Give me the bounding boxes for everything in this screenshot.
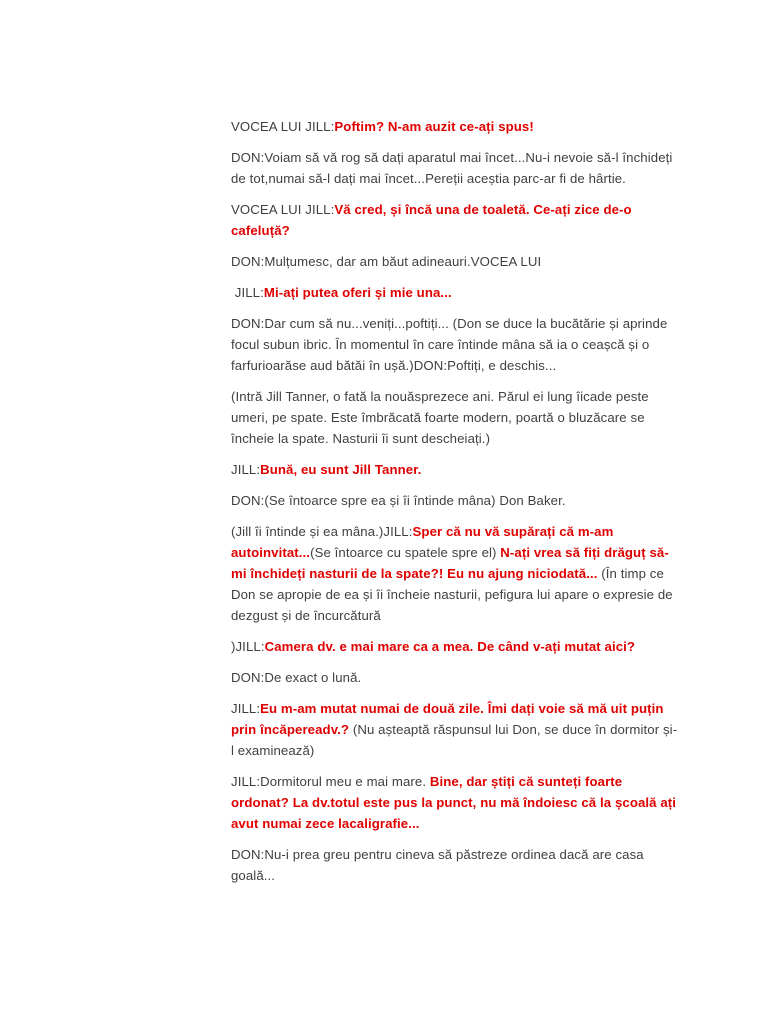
speaker-text: DON:Nu-i prea greu pentru cineva să păstreze ordinea dacă are casa goală... xyxy=(231,847,644,883)
highlighted-text: Mi-ați putea oferi și mie una... xyxy=(263,285,452,300)
highlighted-text: N-ați vrea să fiți drăguț să-mi închideți nasturii de la spate?! Eu nu ajung niciodată... xyxy=(231,545,669,581)
paragraph xyxy=(231,116,679,137)
speaker-text: VOCEA LUI JILL: xyxy=(231,202,335,217)
paragraph xyxy=(231,771,679,834)
speaker-text: JILL: xyxy=(231,462,261,477)
paragraph xyxy=(231,459,679,480)
paragraph xyxy=(231,667,679,688)
paragraph xyxy=(231,147,679,189)
speaker-text: DON:(Se întoarce spre ea și îi întinde mâna) Don Baker. xyxy=(231,493,566,508)
paragraph xyxy=(231,844,679,886)
stage-direction-text: (În timp ce Don se apropie de ea și îi încheie nasturii, pefigura lui apare o expresie de dezgust și de încurcătură xyxy=(231,566,677,623)
highlighted-text: Bună, eu sunt Jill Tanner. xyxy=(260,462,422,477)
paragraph xyxy=(231,490,679,511)
paragraph xyxy=(231,199,679,241)
paragraph xyxy=(231,698,679,761)
speaker-text: (Jill îi întinde și ea mâna.)JILL: xyxy=(231,524,413,539)
stage-direction-text: (Se întoarce cu spatele spre el) xyxy=(310,545,501,560)
highlighted-text: Camera dv. e mai mare ca a mea. De când v-ați mutat aici? xyxy=(264,639,636,654)
paragraph xyxy=(231,313,679,376)
speaker-text: JILL: xyxy=(231,701,261,716)
paragraph xyxy=(231,636,679,657)
speaker-text: DON:Voiam să vă rog să dați aparatul mai încet...Nu-i nevoie să-l închideți de tot,numai să-l dați mai încet...Pereții aceștia parc-ar fi de hârtie. xyxy=(231,150,673,186)
speaker-text: DON:De exact o lună. xyxy=(231,670,362,685)
paragraph xyxy=(231,282,679,303)
stage-direction-text: (Nu așteaptă răspunsul lui Don, se duce în dormitor și-l examinează) xyxy=(231,722,678,758)
document-page xyxy=(231,116,679,896)
paragraph xyxy=(231,521,679,626)
speaker-text: JILL:Dormitorul meu e mai mare. xyxy=(231,774,430,789)
paragraph xyxy=(231,386,679,449)
highlighted-text: Bine, dar știți că sunteți foarte ordonat? La dv.totul este pus la punct, nu mă îndoiesc că la școală ați avut numai zece lacaligrafie... xyxy=(231,774,680,831)
highlighted-text: Poftim? N-am auzit ce-ați spus! xyxy=(334,119,534,134)
speaker-text: JILL: xyxy=(231,285,264,300)
speaker-text: VOCEA LUI JILL: xyxy=(231,119,335,134)
highlighted-text: Eu m-am mutat numai de două zile. Îmi dați voie să mă uit puțin prin încăpereadv.? xyxy=(231,701,668,737)
speaker-text: DON:Dar cum să nu...veniți...poftiți... (Don se duce la bucătărie și aprinde focul subun ibric. În momentul în care întinde mâna să ia o ceașcă și o farfurioarăse aud bătăi în ușă.)DON:Poftiți, e deschis... xyxy=(231,316,668,373)
highlighted-text: Vă cred, și încă una de toaletă. Ce-ați zice de-o cafeluță? xyxy=(231,202,632,238)
stage-direction-text: (Intră Jill Tanner, o fată la nouăsprezece ani. Părul ei lung îicade peste umeri, pe spate. Este îmbrăcată foarte modern, poartă o bluzăcare se încheie la spate. Nasturii îi sunt descheiați.) xyxy=(231,389,649,446)
highlighted-text: Sper că nu vă supărați că m-am autoinvitat... xyxy=(231,524,618,560)
speaker-text: DON:Mulțumesc, dar am băut adineauri.VOCEA LUI xyxy=(231,254,542,269)
paragraph xyxy=(231,251,679,272)
speaker-text: )JILL: xyxy=(231,639,265,654)
